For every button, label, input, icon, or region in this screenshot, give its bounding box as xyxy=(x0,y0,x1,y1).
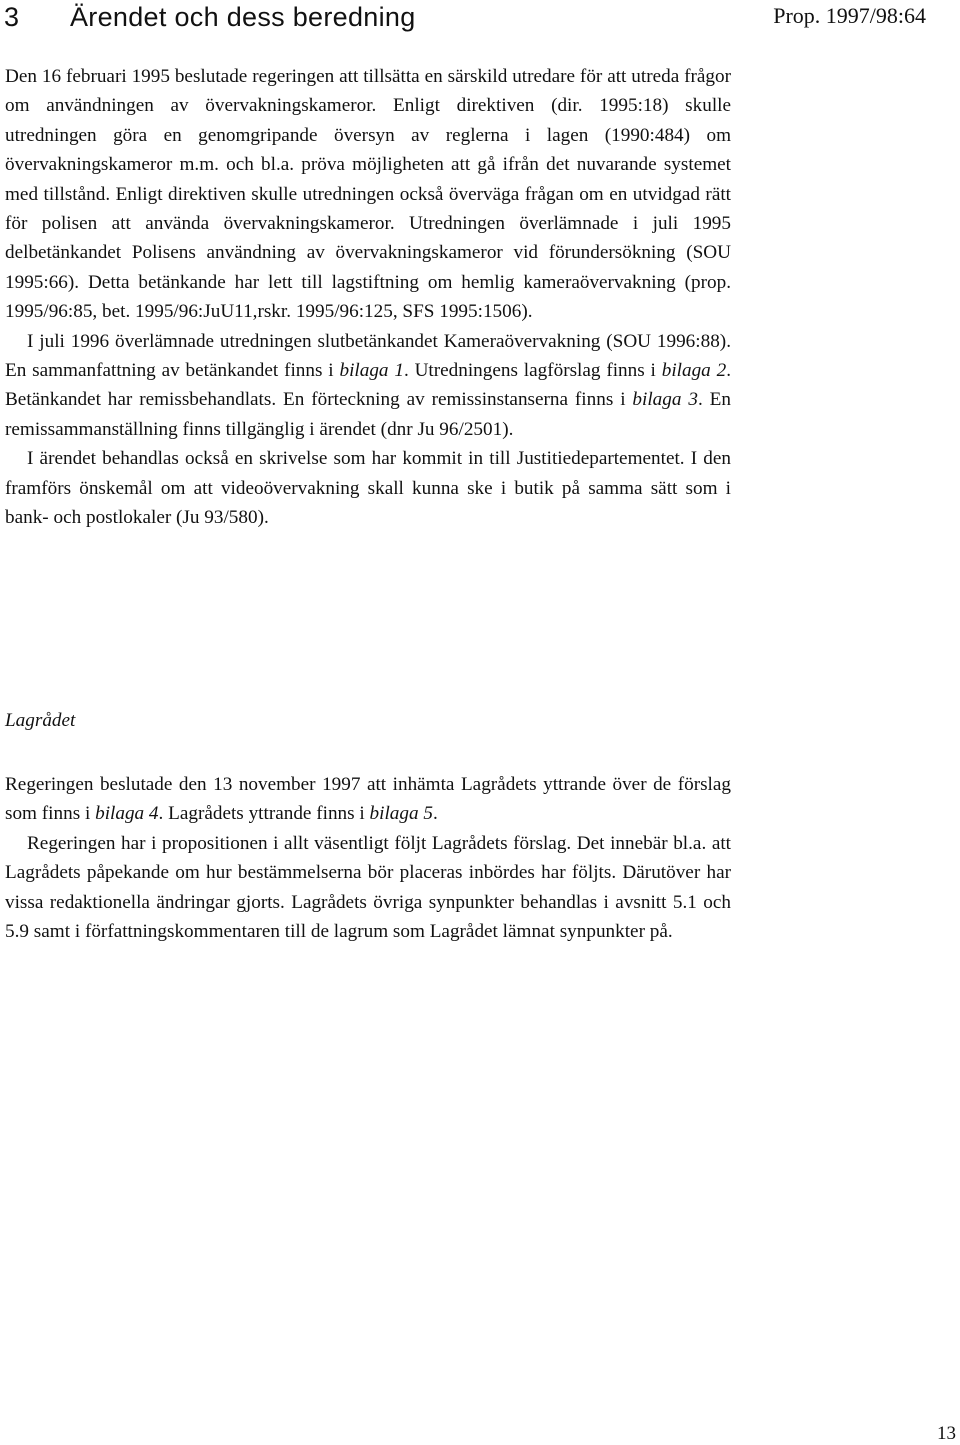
section-lagradet xyxy=(5,770,731,946)
text-segment: . Lagrådets yttrande finns i xyxy=(158,803,370,825)
appendix-ref-3: bilaga 3 xyxy=(632,389,698,411)
paragraph-followed: Regeringen har i propositionen i allt väsentligt följt Lagrådets förslag. Det innebär bl.a. att Lagrådets påpekande om hur bestämmelserna bör placeras inbördes har följts. Därutöver har vissa redaktionella ändringar gjorts. Lagrådets övriga synpunkter behandlas i avsnitt 5.1 och 5.9 samt i författningskommentaren till de lagrum som Lagrådet lämnat synpunkter på. xyxy=(5,832,731,943)
text-segment: . Utredningens lagförslag finns i xyxy=(403,360,662,382)
appendix-ref-2: bilaga 2 xyxy=(661,360,727,382)
chapter-heading xyxy=(4,2,416,33)
paragraph-consultation xyxy=(5,770,731,829)
appendix-ref-5: bilaga 5 xyxy=(369,803,433,825)
section-background xyxy=(5,62,731,533)
paragraph-letter: I ärendet behandlas också en skrivelse som har kommit in till Justitiedepartementet. I den framförs önskemål om att videoövervakning skall kunna ske i butik på samma sätt som i bank- och postlokaler (Ju 93/580). xyxy=(5,448,731,529)
appendix-ref-4: bilaga 4 xyxy=(95,803,159,825)
text-segment: . En remissammanställning finns tillgänglig i ärendet (dnr Ju 96/2501). xyxy=(5,389,731,440)
paragraph-final-report xyxy=(5,327,731,445)
paragraph-appointment: Den 16 februari 1995 beslutade regeringen att tillsätta en särskild utredare för att utreda frågor om användningen av övervakningskameror. Enligt direktiven (dir. 1995:18) skulle utredningen göra en genomgripande översyn av reglerna i lagen (1990:484) om övervakningskameror m.m. och bl.a. pröva möjligheten att gå ifrån det nuvarande systemet med tillstånd. Enligt direktiven skulle utredningen också överväga frågan om en utvidgad rätt för polisen att använda övervakningskameror. Utredningen överlämnade i juli 1995 delbetänkandet Polisens användning av övervakningskameror vid förundersökning (SOU 1995:66). Detta betänkande har lett till lagstiftning om hemlig kameraövervakning (prop. 1995/96:85, bet. 1995/96:JuU11,rskr. 1995/96:125, SFS 1995:1506). xyxy=(5,66,731,323)
subheading-lagradet: Lagrådet xyxy=(5,710,76,731)
appendix-ref-1: bilaga 1 xyxy=(339,360,404,382)
proposition-reference: Prop. 1997/98:64 xyxy=(773,3,926,28)
text-segment: Regeringen beslutade den 13 november 1997 att inhämta Lagrådets yttrande över de förslag som finns i xyxy=(5,774,731,825)
text-segment: . Betänkandet har remissbehandlats. En förteckning av remissinstanserna finns i xyxy=(5,360,731,411)
text-segment: I juli 1996 överlämnade utredningen slutbetänkandet Kameraövervakning (SOU 1996:88). En sammanfattning av betänkandet finns i xyxy=(5,330,731,382)
page-header xyxy=(0,0,960,40)
text-segment: . xyxy=(432,803,438,825)
page-number: 13 xyxy=(937,1423,956,1444)
chapter-title: Ärendet och dess beredning xyxy=(70,2,416,32)
chapter-number: 3 xyxy=(4,2,20,32)
